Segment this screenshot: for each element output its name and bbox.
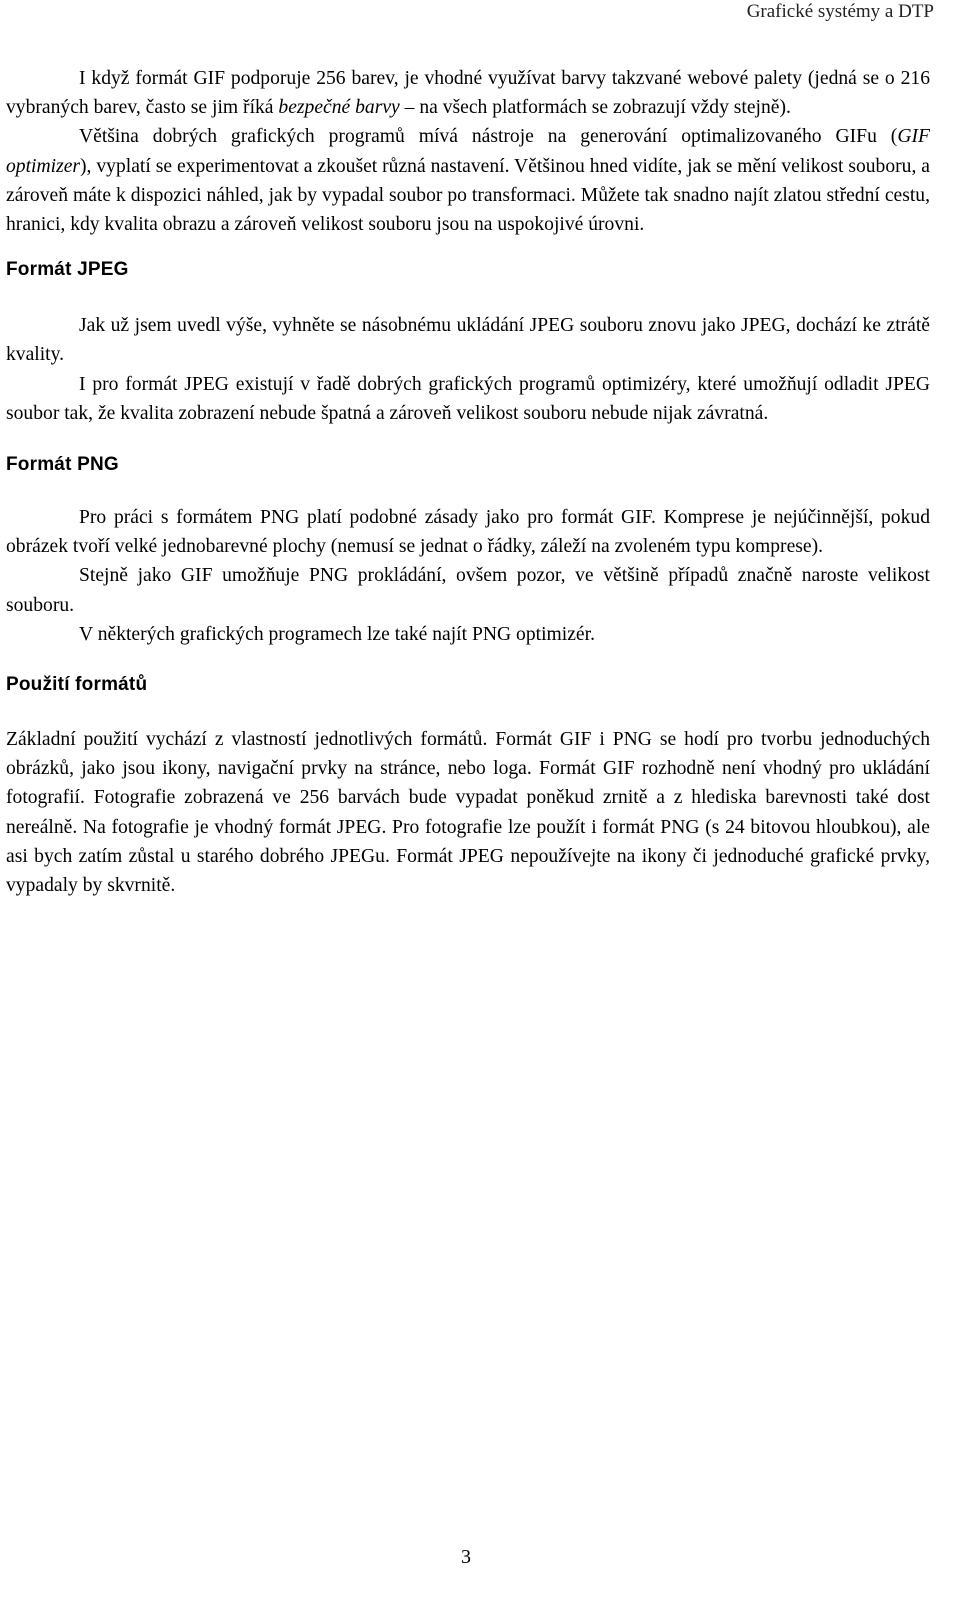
section-title-usage: Použití formátů — [6, 674, 148, 696]
jpeg-paragraph-1: Jak už jsem uvedl výše, vyhněte se násobnému ukládání JPEG souboru znovu jako JPEG, dochází ke ztrátě kvality. — [6, 315, 930, 366]
gif-paragraph-1 — [6, 64, 930, 122]
png-paragraph-3: V některých grafických programech lze také najít PNG optimizér. — [79, 623, 595, 645]
usage-paragraph-1: Základní použití vychází z vlastností jednotlivých formátů. Formát GIF i PNG se hodí pro tvorbu jednoduchých obrázků, jako jsou ikony, navigační prvky na stránce, nebo loga. Formát GIF rozhodně není vhodný pro ukládání fotografií. Fotografie zobrazená ve 256 barvách bude vypadat poněkud zrnitě a z hlediska barevnosti také dost nereálně. Na fotografie je vhodný formát JPEG. Pro fotografie lze použít i formát PNG (s 24 bitovou hloubkou), ale asi bych zatím zůstal u starého dobrého JPEGu. Formát JPEG nepoužívejte na ikony či jednoduché grafické prvky, vypadaly by skvrnitě. — [6, 729, 930, 897]
jpeg-paragraph-2: I pro formát JPEG existují v řadě dobrých grafických programů optimizéry, které umožňují odladit JPEG soubor tak, že kvalita zobrazení nebude špatná a zároveň velikost souboru nebude nijak závratná. — [6, 373, 930, 424]
gif-paragraph-2-text-a: Většina dobrých grafických programů mívá nástroje na generování optimalizovaného GIFu ( — [79, 126, 898, 148]
page-number: 3 — [461, 1546, 471, 1568]
gif-paragraph-2-text-b: ), vyplatí se experimentovat a zkoušet různá nastavení. Většinou hned vidíte, jak se mění velikost souboru, a zároveň máte k dispozici náhled, jak by vypadal soubor po transformaci. Můžete tak snadno najít zlatou střední cestu, hranici, kdy kvalita obrazu a zároveň velikost souboru jsou na uspokojivé úrovni. — [6, 155, 930, 236]
gif-paragraph-1-emphasis: bezpečné barvy — [278, 97, 400, 119]
page-content — [6, 64, 930, 900]
png-paragraph-1: Pro práci s formátem PNG platí podobné zásady jako pro formát GIF. Komprese je nejúčinnější, pokud obrázek tvoří velké jednobarevné plochy (nemusí se jednat o řádky, záleží na zvoleném typu komprese). — [6, 507, 930, 558]
gif-paragraph-1-text-b: – na všech platformách se zobrazují vždy stejně). — [399, 97, 791, 119]
gif-paragraph-1-text-a: I když formát GIF podporuje 256 barev, je vhodné využívat barvy takzvané webové palety (jedná se o 216 vybraných barev, často se jim říká — [6, 68, 930, 119]
gif-paragraph-2 — [6, 122, 930, 239]
running-header: Grafické systémy a DTP — [746, 1, 934, 22]
png-paragraph-2: Stejně jako GIF umožňuje PNG prokládání, ovšem pozor, ve většině případů značně naroste velikost souboru. — [6, 565, 930, 616]
section-title-jpeg: Formát JPEG — [6, 259, 129, 281]
section-title-png: Formát PNG — [6, 454, 119, 476]
gif-paragraph-2-emphasis: GIF optimizer — [6, 126, 930, 177]
